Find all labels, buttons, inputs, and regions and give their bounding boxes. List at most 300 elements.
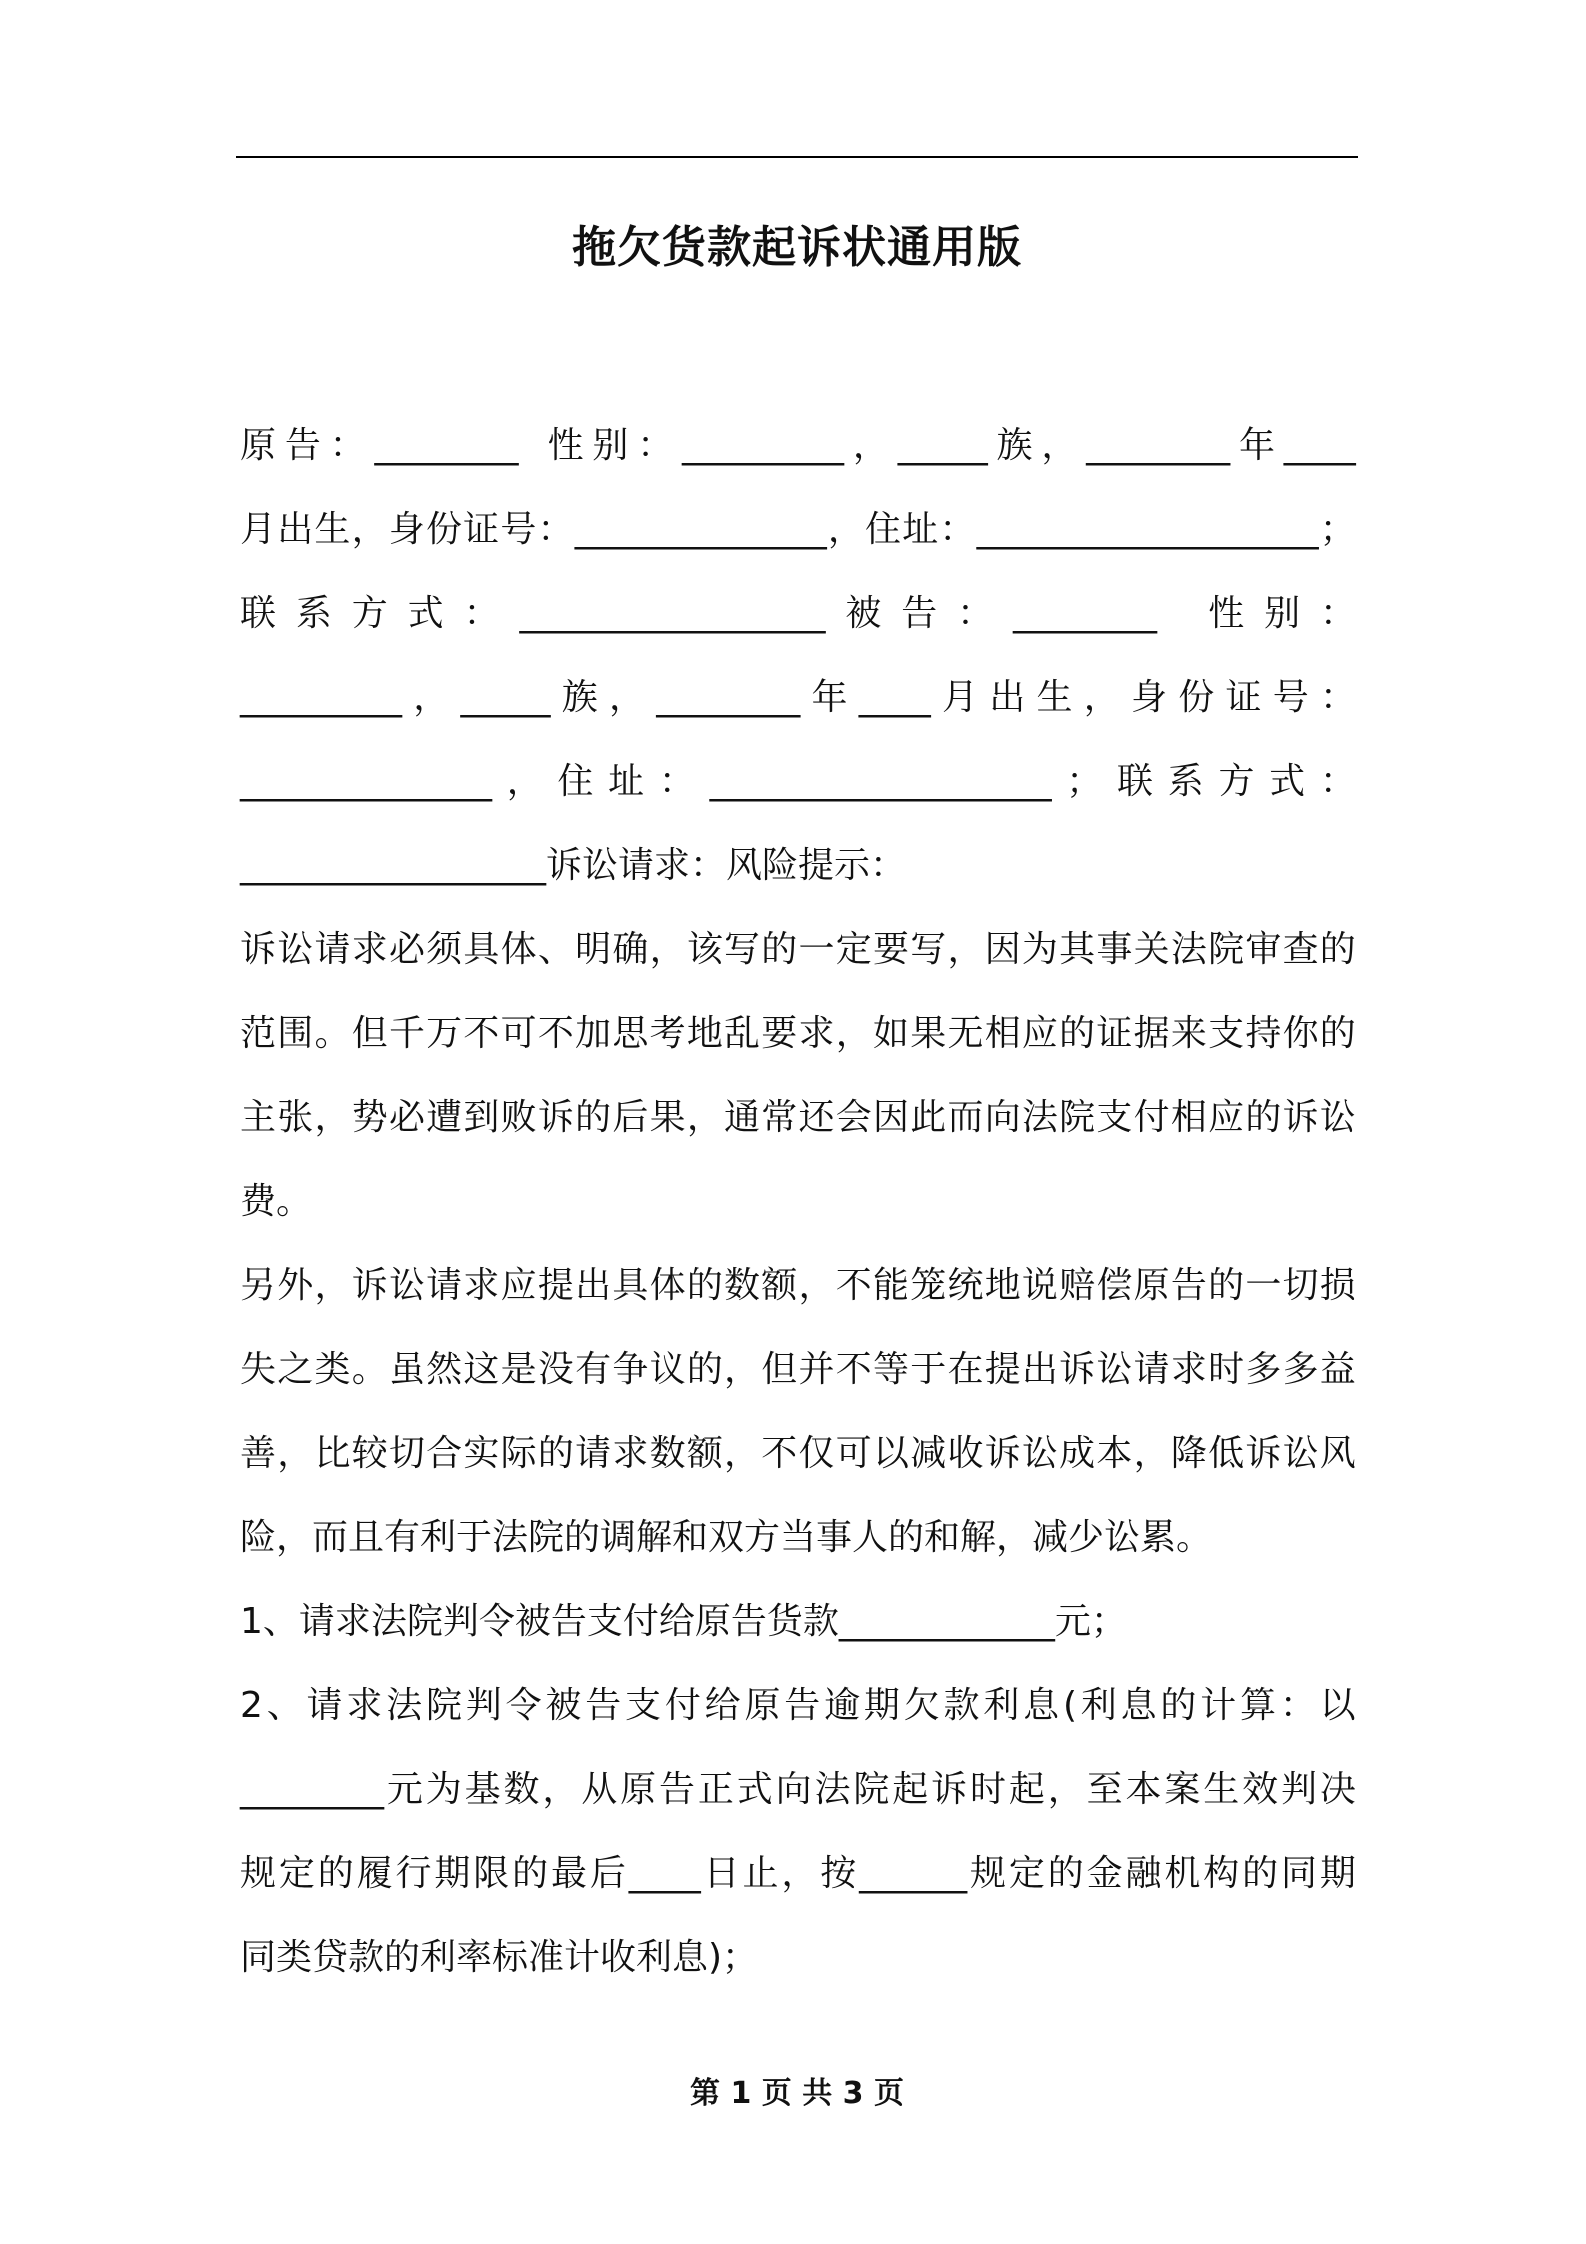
line-glyph: 原 xyxy=(744,1685,781,1726)
line-glyph: 诉 xyxy=(351,1265,388,1306)
line-glyph: 系 xyxy=(1167,761,1204,802)
line-glyph: 议 xyxy=(649,1349,686,1390)
line-glyph: 应 xyxy=(500,1265,537,1306)
line-glyph: 还 xyxy=(798,1097,835,1138)
line-glyph: 在 xyxy=(947,1349,984,1390)
line-glyph: 失 xyxy=(240,1349,277,1390)
line-glyph: 定 xyxy=(835,929,872,970)
body-line xyxy=(240,1664,1356,1748)
line-glyph: 通 xyxy=(724,1097,761,1138)
line-glyph: 明 xyxy=(575,929,612,970)
line-glyph: 给 xyxy=(704,1685,741,1726)
line-glyph: 月 xyxy=(240,509,277,550)
line-glyph: 这 xyxy=(463,1349,500,1390)
line-glyph: ________ xyxy=(1013,593,1157,634)
line-glyph: 一 xyxy=(1245,1265,1282,1306)
line-glyph: 的 xyxy=(1242,1853,1279,1894)
line-glyph: 法 xyxy=(1170,929,1207,970)
body-line xyxy=(240,1076,1356,1160)
line-glyph: 应 xyxy=(1021,1013,1058,1054)
line-glyph: 向 xyxy=(984,1097,1021,1138)
line-glyph: 求 xyxy=(798,1013,835,1054)
line-glyph: 多 xyxy=(1282,1349,1319,1390)
line-glyph: 法 xyxy=(1021,1097,1058,1138)
line-glyph: 遭 xyxy=(426,1097,463,1138)
line-glyph: ， xyxy=(947,929,984,970)
line-glyph: 提 xyxy=(537,1265,574,1306)
body-line: _________________诉讼请求：风险提示： xyxy=(240,845,907,886)
line-glyph: 份 xyxy=(425,509,462,550)
line-glyph: 年 xyxy=(1238,425,1275,466)
line-glyph: 性 xyxy=(1208,593,1245,634)
line-glyph: 诉 xyxy=(931,1769,968,1810)
line-glyph: 体 xyxy=(500,929,537,970)
line-glyph: 切 xyxy=(1282,1265,1319,1306)
line-glyph: 付 xyxy=(664,1685,701,1726)
line-glyph: 从 xyxy=(581,1769,618,1810)
line-glyph: 于 xyxy=(910,1349,947,1390)
line-glyph: 月 xyxy=(941,677,978,718)
body-line xyxy=(240,572,1356,656)
line-glyph: 的 xyxy=(1319,929,1356,970)
line-glyph: 规 xyxy=(240,1853,277,1894)
line-glyph: 的 xyxy=(1208,1265,1245,1306)
line-glyph: 告 xyxy=(901,593,938,634)
line-glyph: 的 xyxy=(537,1433,574,1474)
line-glyph: 元 xyxy=(386,1769,423,1810)
line-glyph: 考 xyxy=(649,1013,686,1054)
line-glyph: _________________ xyxy=(519,593,826,634)
line-glyph: 低 xyxy=(1208,1433,1245,1474)
line-glyph: 果 xyxy=(649,1097,686,1138)
line-glyph: 求 xyxy=(351,929,388,970)
line-glyph: ： xyxy=(1319,677,1356,718)
line-glyph: 时 xyxy=(1208,1349,1245,1390)
line-glyph: 正 xyxy=(697,1769,734,1810)
line-glyph: 2 xyxy=(240,1685,263,1726)
line-glyph: 体 xyxy=(649,1265,686,1306)
line-glyph: ， xyxy=(542,1769,579,1810)
line-glyph: 关 xyxy=(1133,929,1170,970)
line-glyph: 可 xyxy=(500,1013,537,1054)
line-glyph: 的 xyxy=(1059,1013,1096,1054)
line-glyph: 地 xyxy=(686,1013,723,1054)
line-glyph: 方 xyxy=(1218,761,1255,802)
line-glyph: ， xyxy=(835,1013,872,1054)
line-glyph: 无 xyxy=(947,1013,984,1054)
line-glyph: 能 xyxy=(872,1265,909,1306)
line-glyph: 一 xyxy=(798,929,835,970)
body-line: 费。 xyxy=(240,1181,313,1222)
line-glyph: 利 xyxy=(983,1685,1020,1726)
line-glyph: 向 xyxy=(775,1769,812,1810)
line-glyph: 但 xyxy=(761,1349,798,1390)
line-glyph: 出 xyxy=(277,509,314,550)
line-glyph: _____ xyxy=(460,677,551,718)
line-glyph: 式 xyxy=(407,593,444,634)
line-glyph: 按 xyxy=(820,1853,857,1894)
line-glyph: 息 xyxy=(1023,1685,1060,1726)
line-glyph: 令 xyxy=(505,1685,542,1726)
line-glyph: 号 xyxy=(1272,677,1309,718)
line-glyph: 请 xyxy=(306,1685,343,1726)
line-glyph: 证 xyxy=(1225,677,1262,718)
line-glyph: 原 xyxy=(240,425,277,466)
line-glyph: 出 xyxy=(1021,1349,1058,1390)
line-glyph: 的 xyxy=(686,1265,723,1306)
line-glyph: 诉 xyxy=(1059,1349,1096,1390)
line-glyph: 会 xyxy=(835,1097,872,1138)
line-glyph: 行 xyxy=(395,1853,432,1894)
line-glyph: 计 xyxy=(1200,1685,1237,1726)
line-glyph: 查 xyxy=(1282,929,1319,970)
line-glyph: ： xyxy=(637,425,674,466)
line-glyph: 被 xyxy=(545,1685,582,1726)
line-glyph: 请 xyxy=(426,1265,463,1306)
line-glyph: 出 xyxy=(989,677,1026,718)
line-glyph: 应 xyxy=(1208,1097,1245,1138)
line-glyph: 仅 xyxy=(798,1433,835,1474)
line-glyph: 如 xyxy=(872,1013,909,1054)
line-glyph: 年 xyxy=(811,677,848,718)
line-glyph: 必 xyxy=(388,929,425,970)
line-glyph: 外 xyxy=(277,1265,314,1306)
line-glyph: 常 xyxy=(761,1097,798,1138)
line-glyph: 不 xyxy=(761,1433,798,1474)
line-glyph: ： xyxy=(1319,761,1356,802)
line-glyph: 偿 xyxy=(1096,1265,1133,1306)
line-glyph: 。 xyxy=(314,1013,351,1054)
line-glyph: 说 xyxy=(1021,1265,1058,1306)
line-glyph: 证 xyxy=(1096,1013,1133,1054)
line-glyph: 要 xyxy=(761,1013,798,1054)
document-body xyxy=(240,404,1356,2000)
line-glyph: 善 xyxy=(240,1433,277,1474)
line-glyph: 地 xyxy=(984,1265,1021,1306)
line-glyph: 不 xyxy=(537,1013,574,1054)
line-glyph: 写 xyxy=(724,929,761,970)
line-glyph: ， xyxy=(1083,677,1120,718)
line-glyph: ： xyxy=(1279,1685,1316,1726)
line-glyph: 类 xyxy=(314,1349,351,1390)
line-glyph: 支 xyxy=(1208,1013,1245,1054)
line-glyph: 收 xyxy=(947,1433,984,1474)
line-glyph: 限 xyxy=(473,1853,510,1894)
line-glyph: 判 xyxy=(1280,1769,1317,1810)
line-glyph: 本 xyxy=(1125,1769,1162,1810)
line-glyph: 以 xyxy=(1319,1685,1356,1726)
line-glyph: ______________ xyxy=(574,509,827,550)
line-glyph: 统 xyxy=(947,1265,984,1306)
line-glyph: ， xyxy=(1041,425,1078,466)
line-glyph: ； xyxy=(1319,509,1356,550)
line-glyph: ， xyxy=(277,1433,314,1474)
body-line xyxy=(240,404,1356,488)
line-glyph: 的 xyxy=(1319,1013,1356,1054)
line-glyph: 生 xyxy=(1036,677,1073,718)
line-glyph: ： xyxy=(537,509,574,550)
line-glyph: ， xyxy=(351,509,388,550)
line-glyph: 起 xyxy=(892,1769,929,1810)
line-glyph: 必 xyxy=(388,1097,425,1138)
line-glyph: 为 xyxy=(425,1769,462,1810)
line-glyph: 基 xyxy=(464,1769,501,1810)
line-glyph: ， xyxy=(724,1433,761,1474)
line-glyph: 诉 xyxy=(537,1097,574,1138)
line-glyph: 性 xyxy=(547,425,584,466)
body-line: 1、请求法院判令被告支付给原告货款____________元； xyxy=(240,1601,1127,1642)
line-glyph: 住 xyxy=(557,761,594,802)
line-glyph: 付 xyxy=(1133,1097,1170,1138)
line-glyph: 住 xyxy=(865,509,902,550)
line-glyph: 址 xyxy=(902,509,939,550)
line-glyph: 讼 xyxy=(1096,1349,1133,1390)
line-glyph: 写 xyxy=(910,929,947,970)
line-glyph: 的 xyxy=(317,1853,354,1894)
line-glyph: 证 xyxy=(463,509,500,550)
line-glyph: 合 xyxy=(426,1433,463,1474)
line-glyph: 请 xyxy=(575,1433,612,1474)
line-glyph: 身 xyxy=(388,509,425,550)
line-glyph: 是 xyxy=(500,1349,537,1390)
line-glyph: 确 xyxy=(612,929,649,970)
body-line xyxy=(240,1832,1356,1916)
line-glyph: 告 xyxy=(585,1685,622,1726)
line-glyph: 款 xyxy=(943,1685,980,1726)
line-glyph: 因 xyxy=(872,1097,909,1138)
line-glyph: ， xyxy=(1047,1769,1084,1810)
line-glyph: 为 xyxy=(1021,929,1058,970)
line-glyph: 的 xyxy=(686,1349,723,1390)
line-glyph: 讼 xyxy=(1319,1097,1356,1138)
line-glyph: ( xyxy=(1062,1685,1077,1726)
line-glyph: 、 xyxy=(266,1685,303,1726)
line-glyph: ， xyxy=(724,1349,761,1390)
line-glyph: 的 xyxy=(761,929,798,970)
line-glyph: 额 xyxy=(686,1433,723,1474)
line-glyph: 不 xyxy=(835,1265,872,1306)
line-glyph: 身 xyxy=(1130,677,1167,718)
line-glyph: ___________________ xyxy=(709,761,1052,802)
line-glyph: ， xyxy=(827,509,864,550)
document-title: 拖欠货款起诉状通用版 xyxy=(572,222,1022,273)
body-line xyxy=(240,1244,1356,1328)
line-glyph: 原 xyxy=(1133,1265,1170,1306)
line-glyph: 请 xyxy=(1133,1349,1170,1390)
line-glyph: ______ xyxy=(859,1853,968,1894)
line-glyph: 原 xyxy=(620,1769,657,1810)
line-glyph: ， xyxy=(1133,1433,1170,1474)
line-glyph: 联 xyxy=(1117,761,1154,802)
line-glyph: 决 xyxy=(1319,1769,1356,1810)
line-glyph: 机 xyxy=(1164,1853,1201,1894)
line-glyph: ___________________ xyxy=(976,509,1319,550)
line-glyph: 较 xyxy=(351,1433,388,1474)
line-glyph: ， xyxy=(686,1097,723,1138)
line-glyph: 的 xyxy=(1160,1685,1197,1726)
line-glyph: 履 xyxy=(356,1853,393,1894)
line-glyph: 式 xyxy=(1269,761,1306,802)
line-glyph: 没 xyxy=(537,1349,574,1390)
line-glyph: 并 xyxy=(798,1349,835,1390)
line-glyph: 数 xyxy=(724,1265,761,1306)
line-glyph: 。 xyxy=(351,1349,388,1390)
line-glyph: 多 xyxy=(1245,1349,1282,1390)
line-glyph xyxy=(1177,572,1188,656)
line-glyph: 数 xyxy=(503,1769,540,1810)
line-glyph: 联 xyxy=(240,593,277,634)
line-glyph: 号 xyxy=(500,509,537,550)
line-glyph: 万 xyxy=(426,1013,463,1054)
line-glyph: 求 xyxy=(346,1685,383,1726)
body-line: 同类贷款的利率标准计收利息)； xyxy=(240,1937,759,1978)
line-glyph: 的 xyxy=(512,1853,549,1894)
line-glyph: 告 xyxy=(658,1769,695,1810)
line-glyph: ______________ xyxy=(240,761,492,802)
line-glyph: 法 xyxy=(814,1769,851,1810)
line-glyph: 持 xyxy=(1245,1013,1282,1054)
line-glyph: 其 xyxy=(1059,929,1096,970)
line-glyph: 围 xyxy=(277,1013,314,1054)
line-glyph: 而 xyxy=(947,1097,984,1138)
line-glyph: 族 xyxy=(996,425,1033,466)
line-glyph: ， xyxy=(852,425,889,466)
line-glyph: 际 xyxy=(500,1433,537,1474)
body-line xyxy=(240,908,1356,992)
line-glyph: ____ xyxy=(1283,425,1356,466)
line-glyph: ， xyxy=(413,677,450,718)
line-glyph: 最 xyxy=(551,1853,588,1894)
line-glyph: 告 xyxy=(1170,1265,1207,1306)
line-glyph: 要 xyxy=(872,929,909,970)
line-glyph: _________ xyxy=(240,677,402,718)
line-glyph: 讼 xyxy=(1021,1433,1058,1474)
body-line xyxy=(240,992,1356,1076)
line-glyph: 据 xyxy=(1133,1013,1170,1054)
line-glyph: 判 xyxy=(465,1685,502,1726)
line-glyph: 的 xyxy=(1047,1853,1084,1894)
line-glyph: 的 xyxy=(1245,1097,1282,1138)
line-glyph: 方 xyxy=(351,593,388,634)
line-glyph: 有 xyxy=(575,1349,612,1390)
line-glyph: 主 xyxy=(240,1097,277,1138)
line-glyph: 讼 xyxy=(277,929,314,970)
line-glyph: 损 xyxy=(1319,1265,1356,1306)
line-glyph: 期 xyxy=(434,1853,471,1894)
line-glyph: 求 xyxy=(1170,1349,1207,1390)
line-glyph: 定 xyxy=(1008,1853,1045,1894)
line-glyph: 降 xyxy=(1170,1433,1207,1474)
line-glyph: 生 xyxy=(314,509,351,550)
line-glyph: 审 xyxy=(1245,929,1282,970)
line-glyph: ： xyxy=(1319,593,1356,634)
line-glyph: 时 xyxy=(969,1769,1006,1810)
line-glyph: 范 xyxy=(240,1013,277,1054)
line-glyph: 可 xyxy=(835,1433,872,1474)
line-glyph: 因 xyxy=(984,929,1021,970)
line-glyph: 相 xyxy=(1170,1097,1207,1138)
line-glyph: 讼 xyxy=(388,1265,425,1306)
line-glyph: 相 xyxy=(984,1013,1021,1054)
line-glyph: ， xyxy=(314,1097,351,1138)
line-glyph: 规 xyxy=(969,1853,1006,1894)
line-glyph: ； xyxy=(1066,761,1103,802)
line-glyph: 利 xyxy=(1080,1685,1117,1726)
line-glyph: 日 xyxy=(703,1853,740,1894)
line-glyph: 然 xyxy=(426,1349,463,1390)
line-glyph: 千 xyxy=(388,1013,425,1054)
line-glyph: 到 xyxy=(463,1097,500,1138)
line-glyph: 思 xyxy=(612,1013,649,1054)
line-glyph: 别 xyxy=(592,425,629,466)
line-glyph: 诉 xyxy=(984,1433,1021,1474)
line-glyph: 来 xyxy=(1170,1013,1207,1054)
body-line xyxy=(240,656,1356,740)
line-glyph: 期 xyxy=(863,1685,900,1726)
header-rule xyxy=(236,156,1358,158)
body-line xyxy=(240,1412,1356,1496)
line-glyph: 数 xyxy=(649,1433,686,1474)
line-glyph: 同 xyxy=(1280,1853,1317,1894)
line-glyph: 金 xyxy=(1086,1853,1123,1894)
line-glyph: 效 xyxy=(1242,1769,1279,1810)
line-glyph: 支 xyxy=(1096,1097,1133,1138)
line-glyph: 额 xyxy=(761,1265,798,1306)
line-glyph: 系 xyxy=(295,593,332,634)
line-glyph: 风 xyxy=(1319,1433,1356,1474)
line-glyph: 融 xyxy=(1125,1853,1162,1894)
line-glyph: 讼 xyxy=(1282,1433,1319,1474)
line-glyph: 定 xyxy=(278,1853,315,1894)
line-glyph: ： xyxy=(329,425,366,466)
line-glyph: 提 xyxy=(984,1349,1021,1390)
line-glyph: 等 xyxy=(872,1349,909,1390)
line-glyph: 后 xyxy=(589,1853,626,1894)
line-glyph: 院 xyxy=(1059,1097,1096,1138)
line-glyph: 的 xyxy=(575,1097,612,1138)
line-glyph: ： xyxy=(957,593,994,634)
line-glyph: 虽 xyxy=(388,1349,425,1390)
line-glyph: 止 xyxy=(742,1853,779,1894)
line-glyph: 告 xyxy=(284,425,321,466)
line-glyph: 比 xyxy=(314,1433,351,1474)
line-glyph: 另 xyxy=(240,1265,277,1306)
body-line xyxy=(240,740,1356,824)
line-glyph: ， xyxy=(798,1265,835,1306)
line-glyph: ： xyxy=(658,761,695,802)
line-glyph: 你 xyxy=(1282,1013,1319,1054)
line-glyph: ， xyxy=(608,677,645,718)
line-glyph: 支 xyxy=(625,1685,662,1726)
line-glyph: ： xyxy=(939,509,976,550)
line-glyph: _____ xyxy=(897,425,988,466)
line-glyph: 后 xyxy=(612,1097,649,1138)
line-glyph: 族 xyxy=(561,677,598,718)
line-glyph: 院 xyxy=(425,1685,462,1726)
line-glyph: 张 xyxy=(277,1097,314,1138)
line-glyph: 之 xyxy=(277,1349,314,1390)
line-glyph: 址 xyxy=(608,761,645,802)
line-glyph: 该 xyxy=(686,929,723,970)
line-glyph: 息 xyxy=(1120,1685,1157,1726)
line-glyph: 以 xyxy=(872,1433,909,1474)
line-glyph: 期 xyxy=(1319,1853,1356,1894)
line-glyph: ： xyxy=(463,593,500,634)
line-glyph: 但 xyxy=(351,1013,388,1054)
line-glyph: 具 xyxy=(612,1265,649,1306)
line-glyph: ________ xyxy=(240,1769,384,1810)
line-glyph: 请 xyxy=(314,929,351,970)
